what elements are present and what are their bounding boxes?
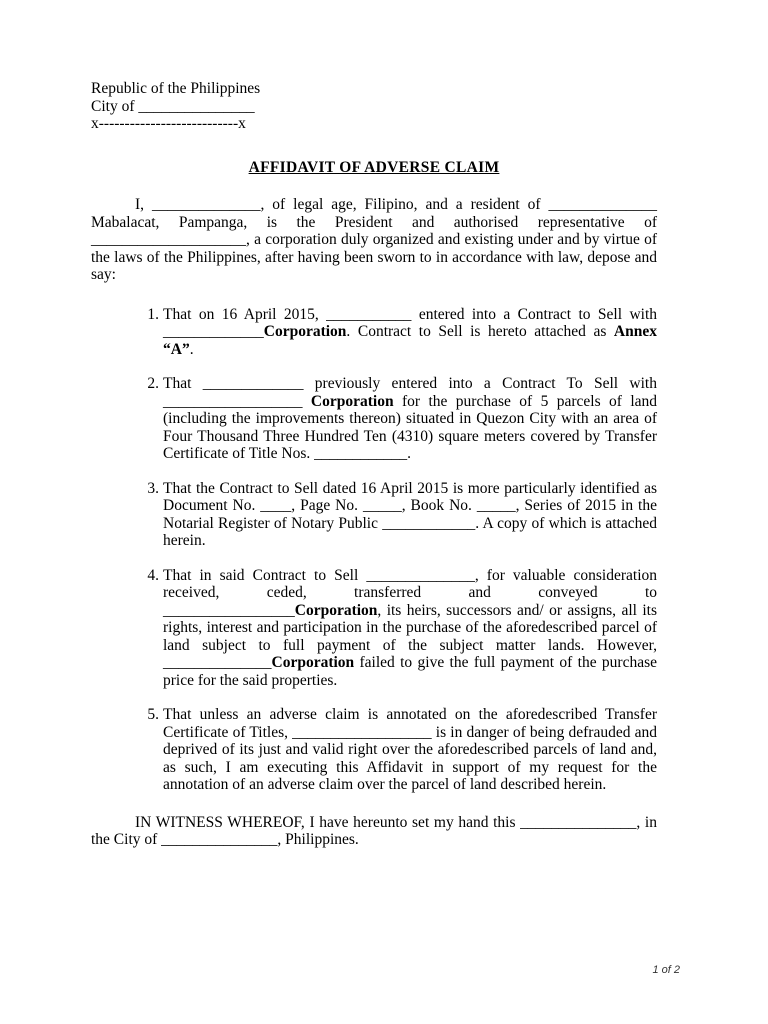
list-item (91, 706, 657, 794)
intro-paragraph: I, ______________, of legal age, Filipino, and a resident of ______________ Mabalacat, Pampanga, is the President and authorised representative of ____________________, a corporation duly organized and existing under and by virtue of the laws of the Philippines, after having been sworn to in accordance with law, depose and say: (91, 196, 657, 283)
list-item (91, 306, 657, 359)
list-item-text: That unless an adverse claim is annotated on the aforedescribed Transfer Certificate of Titles, __________________ is in danger of being defrauded and deprived of its just and valid right over the aforedescribed parcels of land and, as such, I am executing this Affidavit in support of my request for the annotation of an adverse claim over the parcel of land described herein. (163, 706, 657, 793)
list-item-text (163, 375, 657, 463)
item-bold-run: Corporation (310, 392, 394, 410)
page-number: 1 of 2 (652, 964, 680, 976)
list-item-number: 4. (147, 566, 159, 584)
witness-paragraph: IN WITNESS WHEREOF, I have hereunto set my hand this _______________, in the City of _______________, Philippines. (91, 813, 657, 848)
item-text-run: . Contract to Sell is hereto attached as (346, 323, 614, 340)
list-item-text (163, 567, 657, 690)
header-block (91, 80, 657, 133)
document-title: AFFIDAVIT OF ADVERSE CLAIM (248, 158, 500, 176)
item-text-run: for the purchase of 5 parcels of land (including the improvements thereon) situated in Quezon City with an area of Four Thousand Three Hundred Ten (4310) square meters covered by Transfer Certificate of Title Nos. ____________. (163, 392, 657, 462)
list-item (91, 375, 657, 463)
list-item (91, 480, 657, 550)
list-item-number: 1. (147, 305, 159, 323)
header-separator: x---------------------------x (91, 115, 246, 132)
list-item-number: 2. (147, 375, 159, 392)
list-item (91, 567, 657, 690)
list-item-number: 3. (147, 479, 159, 497)
item-bold-run: Corporation (294, 601, 378, 619)
item-text-run: That in said Contract to Sell ______________, for valuable consideration received, ceded, transferred and conveyed to _________________ (163, 566, 657, 619)
list-item-number: 5. (147, 706, 159, 723)
item-text-run: , its heirs, successors and/ or assigns, all its rights, interest and participation in the purchase of the aforedescribed parcel of land subject to full payment of the subject matter lands. However, ______________ (163, 601, 657, 671)
item-text-run: failed to give the full payment of the purchase price for the said properties. (163, 654, 657, 689)
list-item-text (163, 306, 657, 359)
item-text-run: . (189, 340, 194, 358)
document-body (91, 80, 657, 849)
item-text-run: That _____________ previously entered into a Contract To Sell with __________________ (163, 375, 657, 410)
item-bold-run: Annex “A” (163, 323, 657, 358)
item-bold-run: Corporation (263, 323, 347, 340)
item-text-run: That on 16 April 2015, ___________ entered into a Contract to Sell with _____________ (163, 305, 657, 340)
numbered-list (91, 306, 657, 794)
header-republic: Republic of the Philippines (91, 80, 261, 97)
item-bold-run: Corporation (271, 654, 355, 671)
list-item-text: That the Contract to Sell dated 16 April 2015 is more particularly identified as Document No. ____, Page No. _____, Book No. _____, Series of 2015 in the Notarial Register of Notary Public ____________. A copy of which is attached herein. (163, 479, 657, 549)
header-city: City of _______________ (91, 97, 255, 115)
